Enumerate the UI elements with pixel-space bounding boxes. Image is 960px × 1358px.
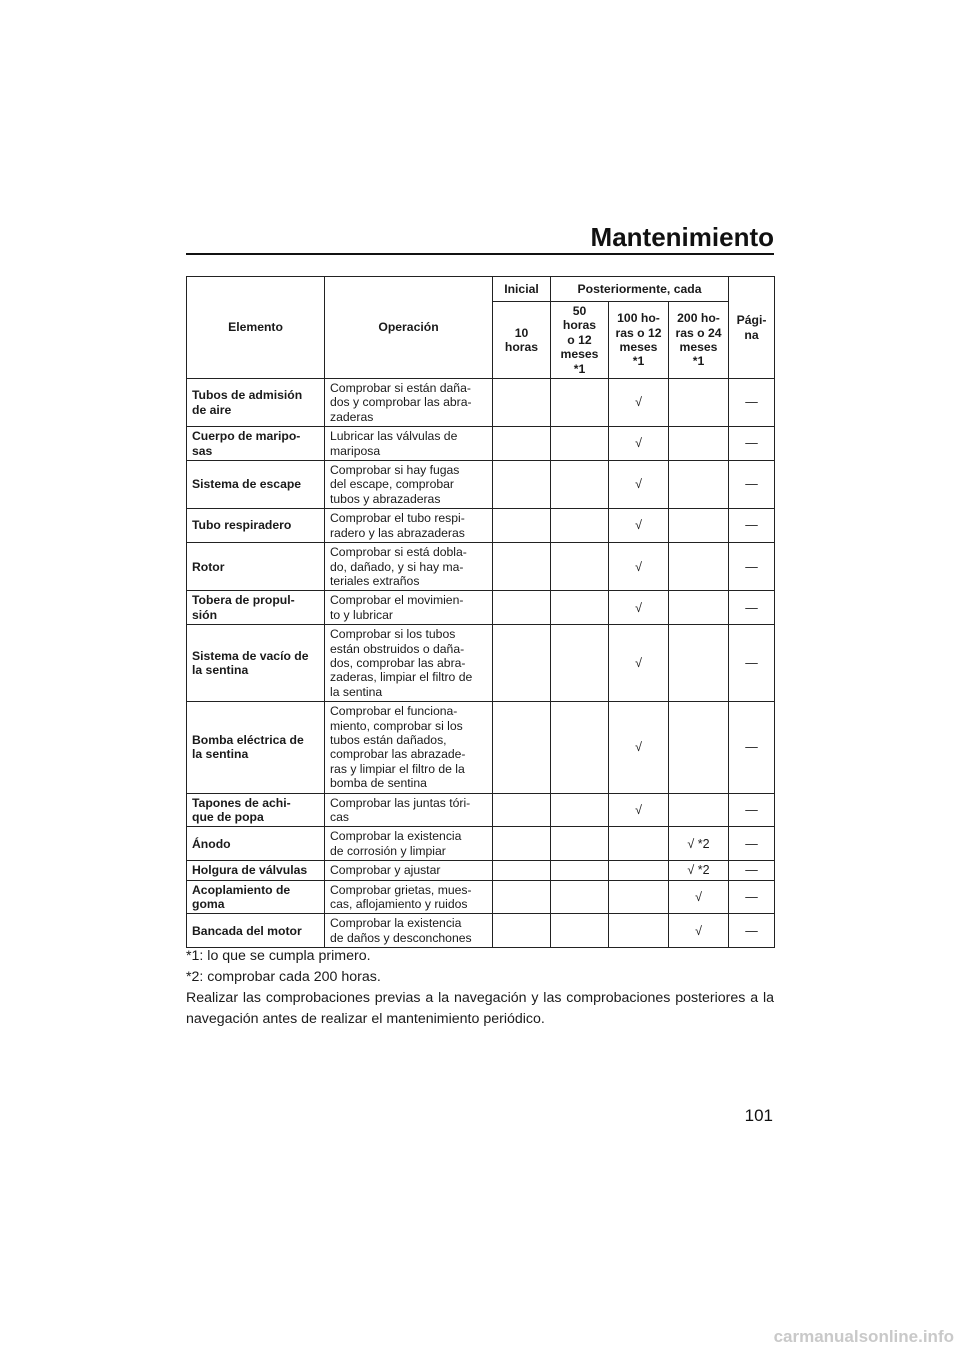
interval-100h-cell: √ (609, 793, 669, 827)
table-row (187, 543, 775, 591)
element-cell: Holgura de válvulas (187, 861, 325, 880)
interval-100h-cell (609, 827, 669, 861)
table-row (187, 427, 775, 461)
interval-200h-cell (669, 625, 729, 702)
watermark-logo: carmanualsonline.info (773, 1327, 954, 1346)
table-row (187, 625, 775, 702)
interval-50h-cell (551, 880, 609, 914)
header-inicial: Inicial (493, 277, 551, 302)
table-row (187, 509, 775, 543)
interval-100h-cell: √ (609, 591, 669, 625)
interval-100h-cell: √ (609, 702, 669, 793)
element-cell: Tubo respiradero (187, 509, 325, 543)
interval-50h-cell (551, 625, 609, 702)
operation-cell: Comprobar el funciona- miento, comprobar si los tubos están dañados, comprobar las abrazade- ras y limpiar el filtro de la bomba de sentina (325, 702, 493, 793)
page-cell: — (729, 880, 775, 914)
element-cell: Ánodo (187, 827, 325, 861)
operation-cell: Comprobar si los tubos están obstruidos o daña- dos, comprobar las abra- zaderas, limpiar el filtro de la sentina (325, 625, 493, 702)
interval-10h-cell (493, 827, 551, 861)
interval-10h-cell (493, 543, 551, 591)
interval-200h-cell (669, 379, 729, 427)
footnote-3: Realizar las comprobaciones previas a la navegación y las comprobaciones posteriores a la navegación antes de realizar el mantenimiento periódico. (186, 990, 774, 1027)
element-cell: Sistema de escape (187, 461, 325, 509)
interval-50h-cell (551, 861, 609, 880)
table-row (187, 793, 775, 827)
interval-200h-cell (669, 702, 729, 793)
table-row (187, 880, 775, 914)
interval-200h-cell: √ (669, 914, 729, 948)
page-cell: — (729, 427, 775, 461)
interval-50h-cell (551, 509, 609, 543)
page-cell: — (729, 625, 775, 702)
interval-200h-cell (669, 591, 729, 625)
interval-100h-cell: √ (609, 379, 669, 427)
footnote-2: *2: comprobar cada 200 horas. (186, 969, 381, 985)
header-50h: 50 horas o 12 meses *1 (551, 302, 609, 379)
interval-200h-cell: √ (669, 880, 729, 914)
page-cell: — (729, 461, 775, 509)
header-200h: 200 ho- ras o 24 meses *1 (669, 302, 729, 379)
table-row (187, 827, 775, 861)
interval-10h-cell (493, 702, 551, 793)
interval-10h-cell (493, 427, 551, 461)
interval-50h-cell (551, 379, 609, 427)
footnote-1: *1: lo que se cumpla primero. (186, 948, 371, 964)
interval-100h-cell (609, 861, 669, 880)
header-pagina: Pági- na (729, 277, 775, 379)
table-row (187, 461, 775, 509)
interval-50h-cell (551, 793, 609, 827)
table-row (187, 861, 775, 880)
page-cell: — (729, 827, 775, 861)
maintenance-table (186, 276, 775, 948)
operation-cell: Comprobar el tubo respi- radero y las abrazaderas (325, 509, 493, 543)
header-elemento: Elemento (187, 277, 325, 379)
interval-200h-cell (669, 427, 729, 461)
interval-100h-cell: √ (609, 625, 669, 702)
interval-200h-cell: √ *2 (669, 827, 729, 861)
interval-10h-cell (493, 880, 551, 914)
interval-200h-cell: √ *2 (669, 861, 729, 880)
operation-cell: Comprobar la existencia de corrosión y limpiar (325, 827, 493, 861)
page-cell: — (729, 509, 775, 543)
table-row (187, 591, 775, 625)
interval-100h-cell (609, 880, 669, 914)
operation-cell: Comprobar y ajustar (325, 861, 493, 880)
interval-10h-cell (493, 461, 551, 509)
header-row-1 (187, 277, 775, 302)
element-cell: Sistema de vacío de la sentina (187, 625, 325, 702)
operation-cell: Comprobar las juntas tóri- cas (325, 793, 493, 827)
page-cell: — (729, 379, 775, 427)
element-cell: Cuerpo de maripo- sas (187, 427, 325, 461)
table-row (187, 379, 775, 427)
operation-cell: Comprobar si hay fugas del escape, comprobar tubos y abrazaderas (325, 461, 493, 509)
page-title: Mantenimiento (590, 222, 774, 252)
operation-cell: Comprobar grietas, mues- cas, aflojamiento y ruidos (325, 880, 493, 914)
page-number: 101 (744, 1106, 773, 1125)
interval-10h-cell (493, 793, 551, 827)
element-cell: Tobera de propul- sión (187, 591, 325, 625)
element-cell: Bomba eléctrica de la sentina (187, 702, 325, 793)
interval-200h-cell (669, 793, 729, 827)
table-row (187, 702, 775, 793)
interval-50h-cell (551, 427, 609, 461)
interval-100h-cell: √ (609, 509, 669, 543)
interval-50h-cell (551, 543, 609, 591)
element-cell: Tapones de achi- que de popa (187, 793, 325, 827)
footnotes (186, 946, 774, 1030)
interval-10h-cell (493, 591, 551, 625)
element-cell: Tubos de admisión de aire (187, 379, 325, 427)
interval-10h-cell (493, 509, 551, 543)
title-divider (186, 253, 774, 255)
element-cell: Rotor (187, 543, 325, 591)
operation-cell: Comprobar si está dobla- do, dañado, y si hay ma- teriales extraños (325, 543, 493, 591)
interval-10h-cell (493, 625, 551, 702)
interval-100h-cell: √ (609, 543, 669, 591)
header-posteriormente: Posteriormente, cada (551, 277, 729, 302)
interval-50h-cell (551, 591, 609, 625)
interval-50h-cell (551, 914, 609, 948)
operation-cell: Lubricar las válvulas de mariposa (325, 427, 493, 461)
header-10h: 10 horas (493, 302, 551, 379)
page-cell: — (729, 861, 775, 880)
table-body (187, 379, 775, 948)
header-100h: 100 ho- ras o 12 meses *1 (609, 302, 669, 379)
element-cell: Acoplamiento de goma (187, 880, 325, 914)
page-cell: — (729, 914, 775, 948)
page-cell: — (729, 591, 775, 625)
interval-200h-cell (669, 461, 729, 509)
operation-cell: Comprobar el movimien- to y lubricar (325, 591, 493, 625)
interval-50h-cell (551, 461, 609, 509)
operation-cell: Comprobar la existencia de daños y desconchones (325, 914, 493, 948)
interval-100h-cell: √ (609, 427, 669, 461)
interval-50h-cell (551, 827, 609, 861)
interval-10h-cell (493, 861, 551, 880)
interval-100h-cell: √ (609, 461, 669, 509)
interval-200h-cell (669, 543, 729, 591)
operation-cell: Comprobar si están daña- dos y comprobar las abra- zaderas (325, 379, 493, 427)
header-operacion: Operación (325, 277, 493, 379)
page-cell: — (729, 543, 775, 591)
page-cell: — (729, 702, 775, 793)
page-cell: — (729, 793, 775, 827)
interval-10h-cell (493, 914, 551, 948)
interval-10h-cell (493, 379, 551, 427)
interval-50h-cell (551, 702, 609, 793)
interval-100h-cell (609, 914, 669, 948)
interval-200h-cell (669, 509, 729, 543)
table-row (187, 914, 775, 948)
element-cell: Bancada del motor (187, 914, 325, 948)
